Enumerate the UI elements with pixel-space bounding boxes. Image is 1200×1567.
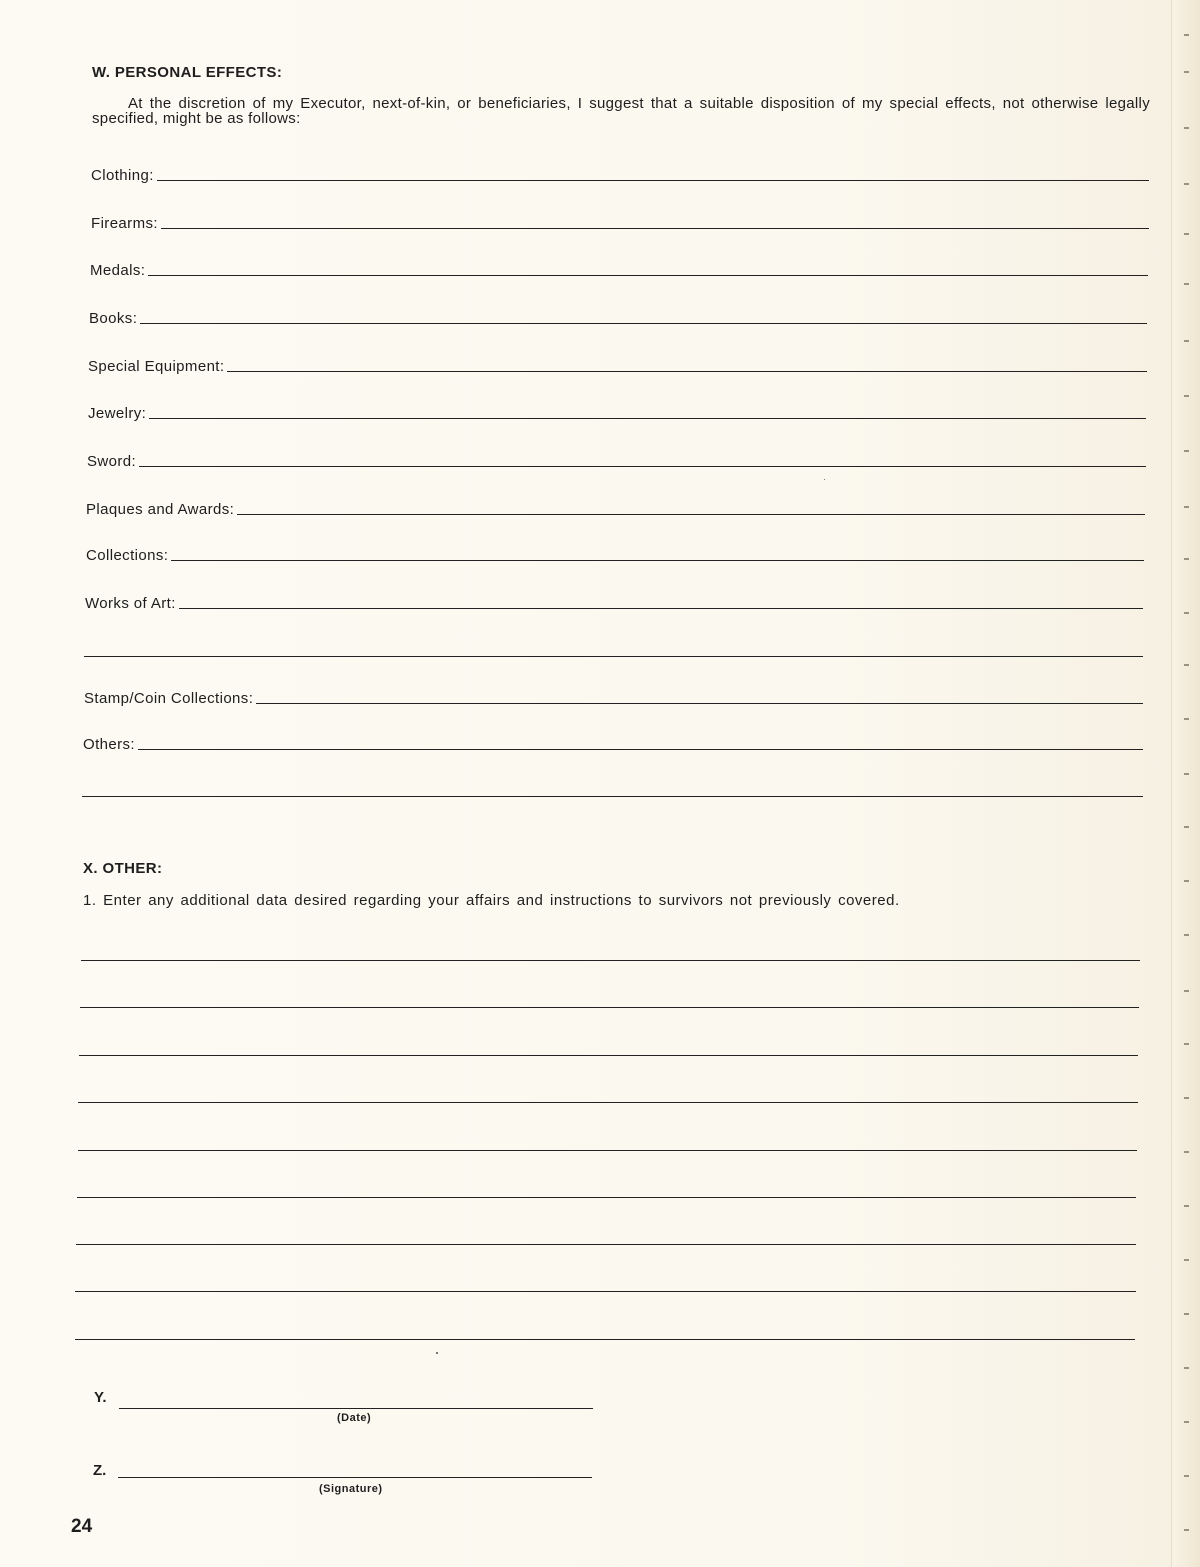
binding-mark [1184,1259,1189,1261]
field-collections[interactable] [86,543,1144,563]
fill-line[interactable] [171,560,1144,561]
binding-mark [1184,1313,1189,1315]
fill-line[interactable] [256,703,1143,704]
date-line[interactable] [119,1408,593,1409]
field-jewelry[interactable] [88,401,1146,421]
section-y-letter: Y. [94,1389,107,1406]
field-sword[interactable] [87,449,1146,469]
binding-mark [1184,934,1189,936]
field-label: Clothing: [91,167,154,184]
field-books[interactable] [89,306,1147,326]
binding-mark [1184,283,1189,285]
field-label: Stamp/Coin Collections: [84,690,254,707]
binding-mark [1184,34,1189,36]
binding-mark [1184,664,1189,666]
section-w-heading: W. PERSONAL EFFECTS: [92,64,283,81]
field-label: Jewelry: [88,405,147,422]
writing-line[interactable] [75,1291,1136,1292]
binding-mark [1184,558,1189,560]
writing-line[interactable] [79,1055,1138,1056]
binding-mark [1184,450,1189,452]
fill-line[interactable] [149,418,1146,419]
section-x-instruction: 1. Enter any additional data desired regarding your affairs and instructions to survivors not previously covered. [83,892,900,909]
binding-edge [1171,0,1200,1567]
signature-caption: (Signature) [319,1483,383,1495]
field-works-of-art[interactable] [85,591,1143,611]
section-z-letter: Z. [93,1462,107,1479]
fill-line[interactable] [157,180,1149,181]
fill-line[interactable] [161,228,1149,229]
field-label: Others: [83,736,135,753]
section-w-intro: At the discretion of my Executor, next-of-kin, or beneficiaries, I suggest that a suitable disposition of my special effects, not otherwise legally specified, might be as follows: [92,95,1150,127]
field-special-equipment[interactable] [88,354,1147,374]
paper-speck [824,479,825,480]
binding-mark [1184,1367,1189,1369]
fill-line[interactable] [140,323,1147,324]
writing-line[interactable] [80,1007,1139,1008]
field-label: Sword: [87,453,137,470]
binding-mark [1184,127,1189,129]
binding-mark [1184,395,1189,397]
binding-mark [1184,773,1189,775]
fill-line[interactable] [179,608,1143,609]
writing-line[interactable] [81,960,1140,961]
binding-mark [1184,880,1189,882]
writing-line[interactable] [78,1102,1138,1103]
binding-mark [1184,826,1189,828]
field-clothing[interactable] [91,163,1149,183]
field-label: Works of Art: [85,595,176,612]
page-number: 24 [71,1516,93,1537]
binding-mark [1184,183,1189,185]
writing-line[interactable] [78,1150,1137,1151]
date-caption: (Date) [337,1412,372,1424]
field-label: Books: [89,310,138,327]
binding-mark [1184,1043,1189,1045]
others-continuation-line[interactable] [82,796,1143,797]
field-label: Firearms: [91,215,158,232]
writing-line[interactable] [76,1244,1136,1245]
writing-line[interactable] [75,1339,1135,1340]
field-firearms[interactable] [91,211,1149,231]
fill-line[interactable] [227,371,1147,372]
works-of-art-continuation-line[interactable] [84,656,1143,657]
binding-mark [1184,340,1189,342]
binding-mark [1184,1097,1189,1099]
field-label: Plaques and Awards: [86,501,235,518]
binding-mark [1184,233,1189,235]
binding-mark [1184,1151,1189,1153]
binding-mark [1184,718,1189,720]
writing-line[interactable] [77,1197,1136,1198]
fill-line[interactable] [139,466,1146,467]
field-label: Medals: [90,262,146,279]
field-plaques-and-awards[interactable] [86,497,1145,517]
fill-line[interactable] [138,749,1143,750]
binding-mark [1184,612,1189,614]
binding-mark [1184,1421,1189,1423]
fill-line[interactable] [148,275,1148,276]
field-label: Collections: [86,547,169,564]
fill-line[interactable] [237,514,1145,515]
binding-mark [1184,1529,1189,1531]
paper-speck [436,1352,438,1354]
field-label: Special Equipment: [88,358,225,375]
section-x-heading: X. OTHER: [83,860,163,877]
signature-line[interactable] [118,1477,592,1478]
binding-mark [1184,1475,1189,1477]
field-others[interactable] [83,732,1143,752]
binding-mark [1184,506,1189,508]
binding-mark [1184,1205,1189,1207]
binding-mark [1184,990,1189,992]
field-medals[interactable] [90,258,1148,278]
binding-mark [1184,71,1189,73]
field-stamp-coin-collections[interactable] [84,686,1143,706]
